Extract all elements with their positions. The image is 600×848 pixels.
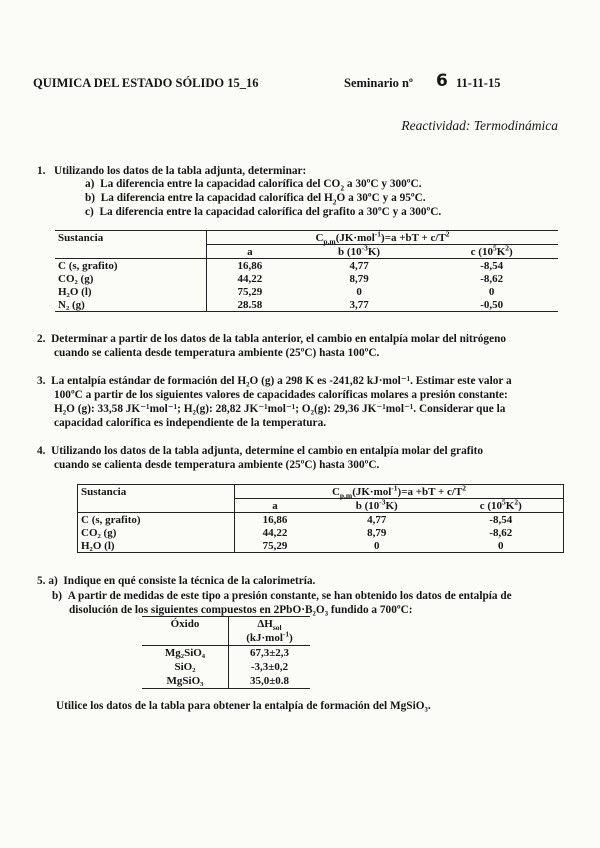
document-header <box>33 71 563 92</box>
course-title: QUIMICA DEL ESTADO SÓLIDO 15_16 <box>33 76 259 90</box>
table-row: SiO₂ -3,3±0,2 <box>142 660 310 674</box>
header-a: a <box>207 245 293 259</box>
seminar-number: 6 <box>436 71 448 91</box>
header-cp-formula: $C_{p,m}(JK\cdot mol^{-1})=a +bT + c/T^2$ <box>207 231 559 245</box>
table-row: C (s, grafito) 16,86 4,77 -8,54 <box>58 259 504 272</box>
header-dh: $\Delta H_{sol}$ <box>229 617 311 632</box>
table-row: CO₂ (g) 44,22 8,79 -8,62 <box>58 272 504 285</box>
question-5b: b) A partir de medidas de este tipo a presión constante, se han obtenido los datos de entalpía de disolución de los siguientes compuestos en 2PbO·B₂O₃ fundido a 700ºC: <box>52 590 512 616</box>
table-row: CO₂ (g) 44,22 8,79 -8,62 <box>78 526 564 539</box>
heat-capacity-table-1 <box>55 230 558 312</box>
header-cp-formula: $C_{p,m}(JK\cdot mol^{-1})=a +bT + c/T^2$ <box>235 485 564 499</box>
section-subtitle: Reactividad: Termodinámica <box>401 118 558 133</box>
table-row: MgSiO₃ 35,0±0.8 <box>142 674 310 689</box>
table-row: Mg₂SiO₄ 67,3±2,3 <box>142 646 310 661</box>
question-1 <box>37 164 306 178</box>
question-1-number: 1. <box>37 165 46 177</box>
dissolution-enthalpy-table <box>142 616 310 689</box>
question-1-item-a: a) La diferencia entre la capacidad calorífica del $CO_2$ a 30ºC y 300ºC. <box>85 178 422 193</box>
header-substance: Sustancia <box>78 485 235 499</box>
question-5a: 5. a) Indique en qué consiste la técnica de la calorimetría. <box>37 575 316 587</box>
header-oxide: Óxido <box>142 617 229 632</box>
table-row: N₂ (g) 28.58 3,77 -0,50 <box>55 298 558 312</box>
question-4: 4. Utilizando los datos de la tabla adjunta, determine el cambio en entalpía molar del grafito cuando se calienta desde temperatura ambiente (25ºC) hasta 300ºC. <box>37 445 484 471</box>
question-1-item-b: b) La diferencia entre la capacidad calorífica del $H_2O$ a 30ºC y a 95ºC. <box>85 192 426 207</box>
table-row: H₂O (l) 75,29 0 0 <box>58 285 495 298</box>
table-row: C (s, grafito) 16,86 4,77 -8,54 <box>78 513 564 527</box>
header-dh-unit: (kJ·mol$^{-1}$) <box>229 631 311 646</box>
header-substance: Sustancia <box>55 231 207 245</box>
header-c: c $(10^5K^2)$ <box>425 245 558 259</box>
header-b: b $(10^{-3}K)$ <box>293 245 426 259</box>
seminar-label: Seminario nº <box>344 76 414 90</box>
question-1-item-c: c) La diferencia entre la capacidad calorífica del grafito a 30ºC y a 300ºC. <box>85 206 442 218</box>
question-1-text: Utilizando los datos de la tabla adjunta, determinar: <box>53 165 307 177</box>
final-instruction: Utilice los datos de la tabla para obtener la entalpía de formación del MgSiO₃. <box>56 700 431 712</box>
question-2: 2. Determinar a partir de los datos de la tabla anterior, el cambio en entalpía molar del nitrógeno cuando se calienta desde temperatura ambiente (25ºC) hasta 100ºC. <box>37 333 507 359</box>
heat-capacity-table-2: Sustancia $C_{p,m}(JK\cdot mol^{-1})=a +bT + c/T^2$ a b $(10^{-3}K)$ c $(10^5K^2)$ C (s, grafito) 16,86 4,77 -8,54 CO₂ (g) 44,22 8,79 -8,62 H₂O (l) 75,29 0 0 <box>77 484 564 553</box>
table-row: H₂O (l) 75,29 0 0 <box>78 539 564 553</box>
document-date: 11-11-15 <box>456 76 501 90</box>
question-3: 3. La entalpía estándar de formación del H₂O (g) a 298 K es -241,82 kJ·mol⁻¹. Estimar este valor a 100ºC a partir de los siguientes valores de capacidades caloríficas molares a presión constante: H₂O (g): 33,58 JK⁻¹mol⁻¹; H₂(g): 28,82 JK⁻¹mol⁻¹; O₂(g): 29,36 JK⁻¹mol⁻¹. Considerar que la capacidad calorífica es independiente de la temperatura. <box>37 375 512 429</box>
